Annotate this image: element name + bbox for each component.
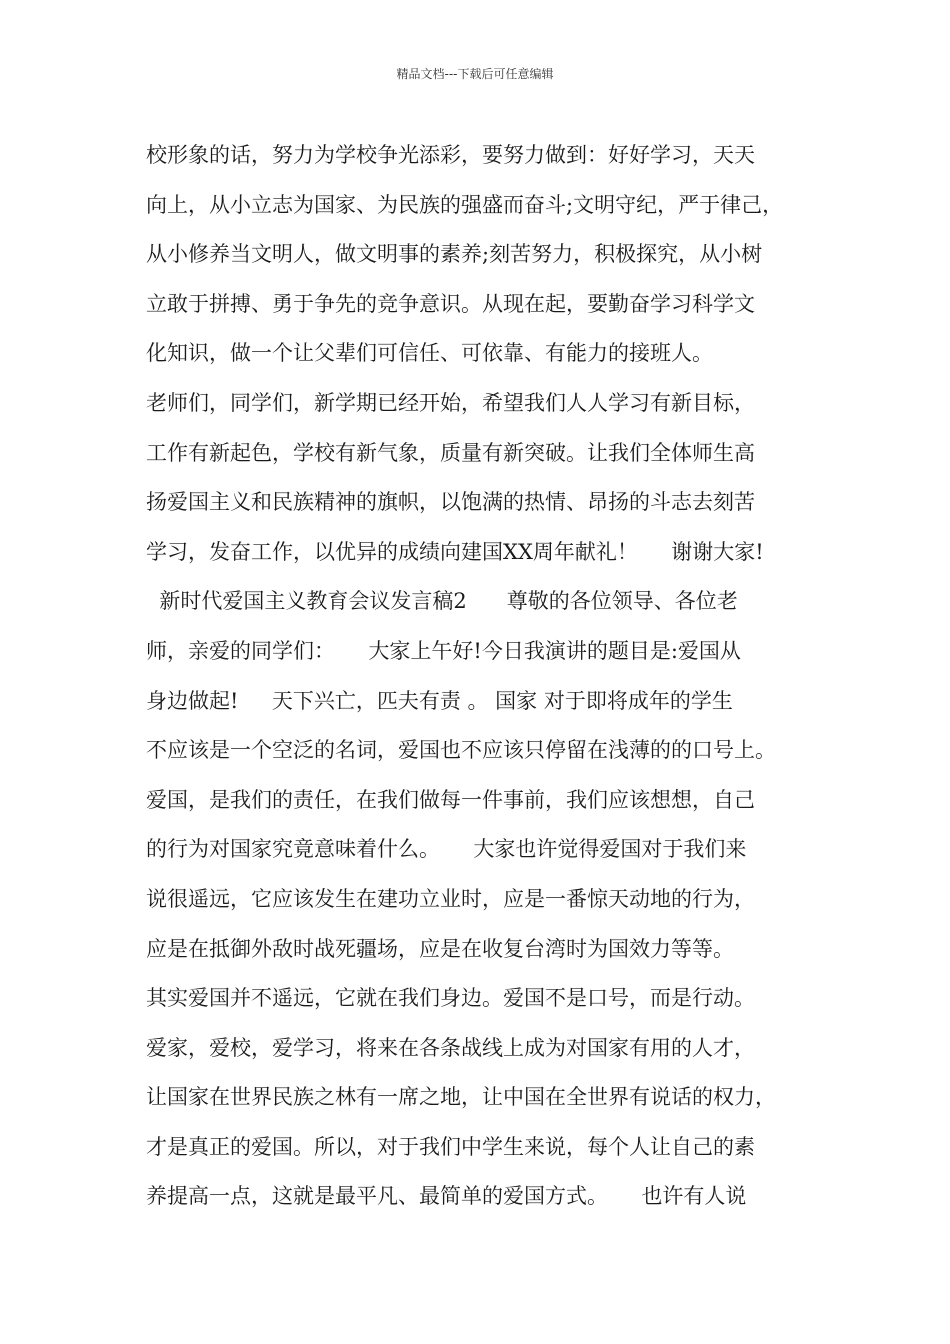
text-line: 从小修养当文明人，做文明事的素养;刻苦努力，积极探究，从小树 (146, 242, 763, 267)
text-line: 立敢于拼搏、勇于争先的竞争意识。从现在起，要勤奋学习科学文 (146, 291, 755, 316)
text-line: 工作有新起色，学校有新气象，质量有新突破。让我们全体师生高 (146, 440, 755, 465)
text-line: 才是真正的爱国。所以，对于我们中学生来说，每个人让自己的素 (146, 1134, 755, 1159)
text-line: 学习，发奋工作，以优异的成绩向建国XX周年献礼！ 谢谢大家! (146, 539, 764, 564)
page-header: 精品文档---下载后可任意编辑 (396, 67, 554, 81)
text-line: 向上，从小立志为国家、为民族的强盛而奋斗;文明守纪，严于律己， (146, 192, 784, 217)
text-line: 扬爱国主义和民族精神的旗帜，以饱满的热情、昂扬的斗志去刻苦 (146, 490, 755, 515)
text-line: 化知识，做一个让父辈们可信任、可依靠、有能力的接班人。 (146, 341, 713, 366)
text-line: 爱国，是我们的责任，在我们做每一件事前，我们应该想想，自己 (146, 787, 755, 812)
text-line: 说很遥远，它应该发生在建功立业时，应是一番惊天动地的行为， (146, 886, 755, 911)
text-line: 的行为对国家究竟意味着什么。 大家也许觉得爱国对于我们来 (146, 837, 747, 862)
text-line: 新时代爱国主义教育会议发言稿2 尊敬的各位领导、各位老 (146, 589, 738, 614)
text-line: 爱家，爱校，爱学习，将来在各条战线上成为对国家有用的人才， (146, 1035, 755, 1060)
text-line: 校形象的话，努力为学校争光添彩，要努力做到：好好学习，天天 (146, 143, 755, 167)
text-line: 养提高一点，这就是最平凡、最简单的爱国方式。 也许有人说 (146, 1184, 747, 1209)
text-line: 其实爱国并不遥远，它就在我们身边。爱国不是口号，而是行动。 (146, 986, 755, 1011)
text-line: 老师们，同学们，新学期已经开始，希望我们人人学习有新目标， (146, 390, 755, 415)
text-line: 不应该是一个空泛的名词，爱国也不应该只停留在浅薄的的口号上。 (146, 738, 776, 763)
document-body (146, 131, 826, 1222)
text-line: 身边做起! 天下兴亡，匹夫有责 。 国家 对于即将成年的学生 (146, 688, 733, 713)
text-line: 师，亲爱的同学们： 大家上午好!今日我演讲的题目是:爱国从 (146, 638, 741, 663)
text-line: 应是在抵御外敌时战死疆场，应是在收复台湾时为国效力等等。 (146, 936, 734, 961)
text-line: 让国家在世界民族之林有一席之地，让中国在全世界有说话的权力， (146, 1085, 776, 1110)
